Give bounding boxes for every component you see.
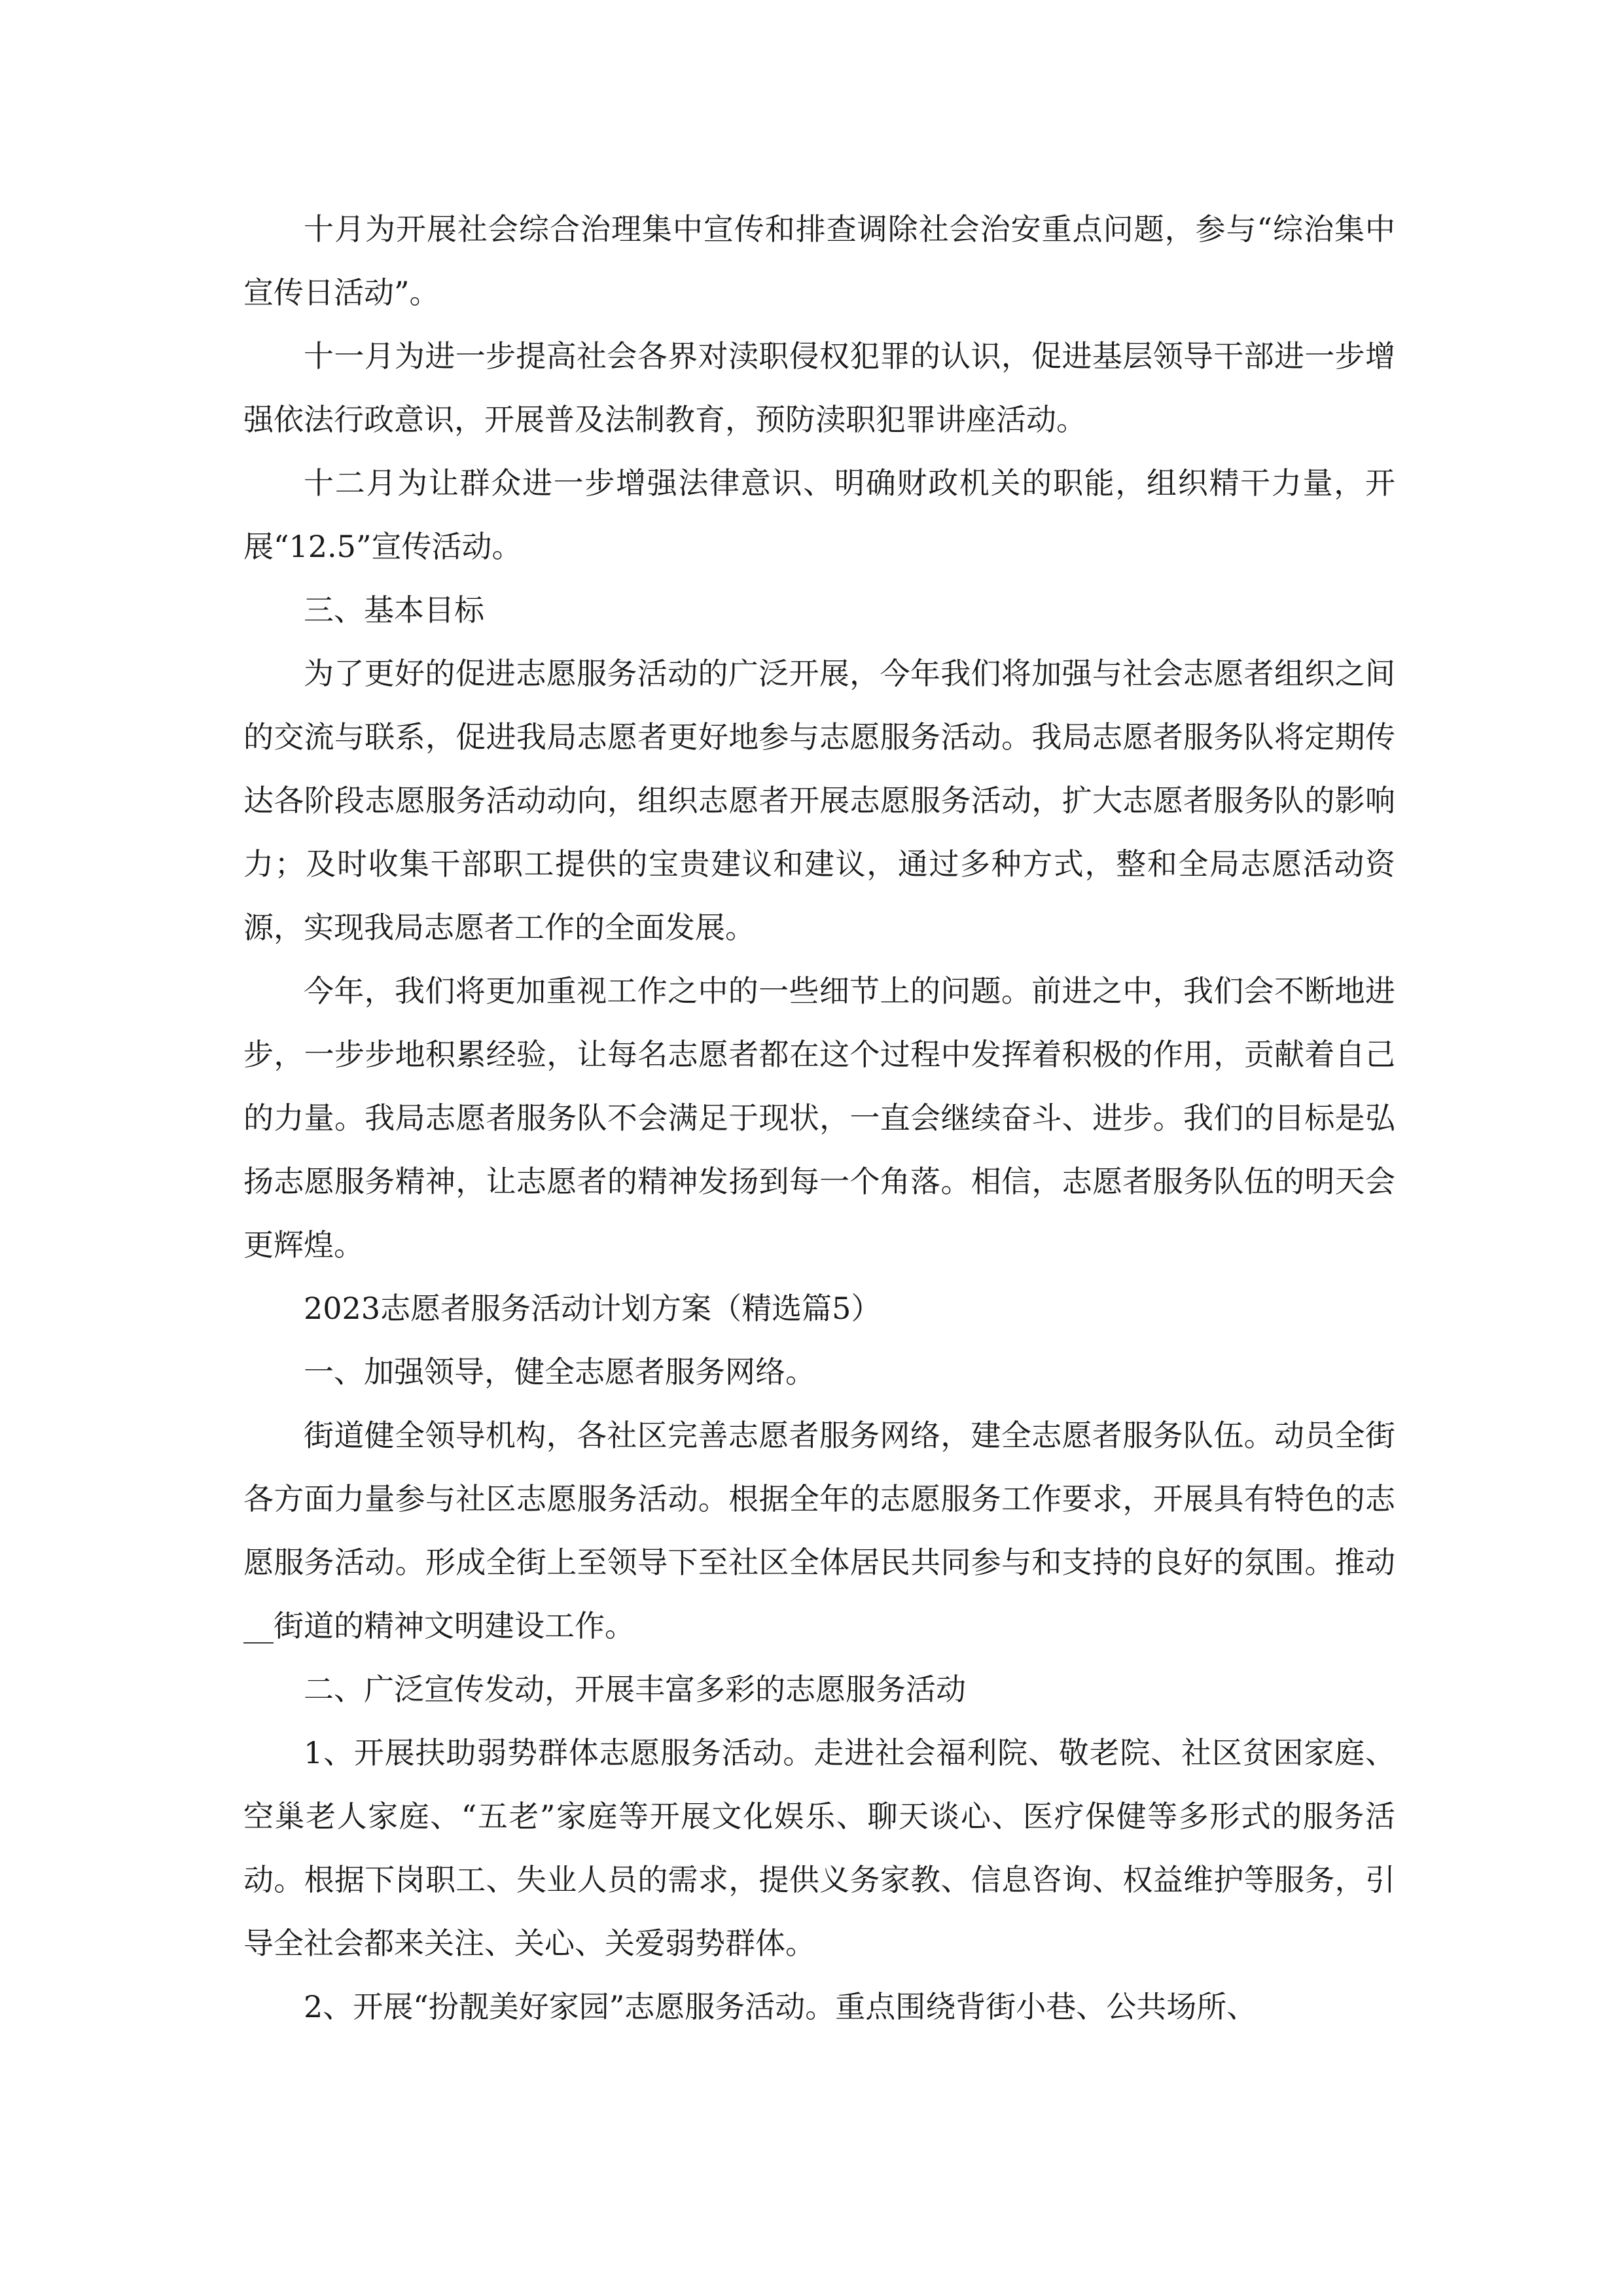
paragraph-october-activity: 十月为开展社会综合治理集中宣传和排查调除社会治安重点问题，参与“综治集中宣传日活动”。 <box>243 211 1395 310</box>
document-section-title: 2023志愿者服务活动计划方案（精选篇5） <box>304 1291 882 1326</box>
paragraph-november-activity: 十一月为进一步提高社会各界对渎职侵权犯罪的认识，促进基层领导干部进一步增强依法行政意识，开展普及法制教育，预防渎职犯罪讲座活动。 <box>243 338 1395 437</box>
paragraph-leadership: 街道健全领导机构，各社区完善志愿者服务网络，建全志愿者服务队伍。动员全街各方面力量参与社区志愿服务活动。根据全年的志愿服务工作要求，开展具有特色的志愿服务活动。形成全街上至领导下至社区全体居民共同参与和支持的良好的氛围。推动__街道的精神文明建设工作。 <box>243 1418 1395 1643</box>
section-heading-publicity: 二、广泛宣传发动，开展丰富多彩的志愿服务活动 <box>304 1672 966 1707</box>
paragraph-support-vulnerable: 1、开展扶助弱势群体志愿服务活动。走进社会福利院、敬老院、社区贫困家庭、空巢老人家庭、“五老”家庭等开展文化娱乐、聊天谈心、医疗保健等多形式的服务活动。根据下岗职工、失业人员的需求，提供义务家教、信息咨询、权益维护等服务，引导全社会都来关注、关心、关爱弱势群体。 <box>243 1735 1395 1961</box>
paragraph-goals-this-year: 今年，我们将更加重视工作之中的一些细节上的问题。前进之中，我们会不断地进步，一步步地积累经验，让每名志愿者都在这个过程中发挥着积极的作用，贡献着自己的力量。我局志愿者服务队不会满足于现状，一直会继续奋斗、进步。我们的目标是弘扬志愿服务精神，让志愿者的精神发扬到每一个角落。相信，志愿者服务队伍的明天会更辉煌。 <box>243 973 1395 1263</box>
paragraph-december-activity: 十二月为让群众进一步增强法律意识、明确财政机关的职能，组织精干力量，开展“12.5”宣传活动。 <box>243 465 1395 564</box>
document-body <box>243 198 1395 2039</box>
section-heading-leadership: 一、加强领导，健全志愿者服务网络。 <box>304 1354 815 1390</box>
paragraph-beautify-home: 2、开展“扮靓美好家园”志愿服务活动。重点围绕背街小巷、公共场所、 <box>304 1989 1257 2024</box>
section-heading-basic-goals: 三、基本目标 <box>304 592 484 628</box>
paragraph-goals-exchange: 为了更好的促进志愿服务活动的广泛开展，今年我们将加强与社会志愿者组织之间的交流与联系，促进我局志愿者更好地参与志愿服务活动。我局志愿者服务队将定期传达各阶段志愿服务活动动向，组织志愿者开展志愿服务活动，扩大志愿者服务队的影响力；及时收集干部职工提供的宝贵建议和建议，通过多种方式，整和全局志愿活动资源，实现我局志愿者工作的全面发展。 <box>243 656 1395 945</box>
